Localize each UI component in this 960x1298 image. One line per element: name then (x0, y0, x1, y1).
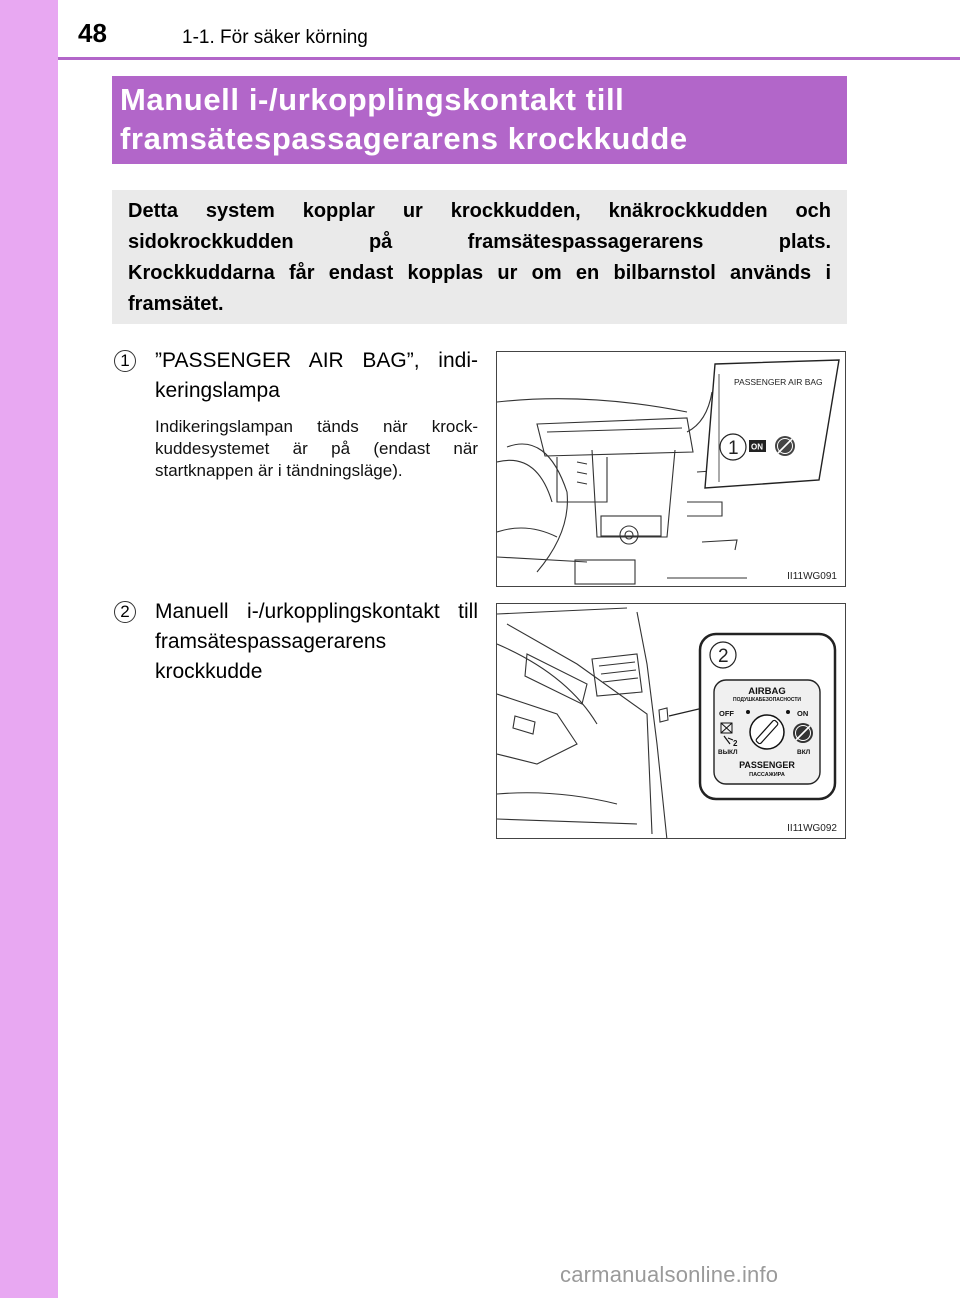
intro-paragraph-2: Krockkuddarna får endast kopplas ur om en bilbarnstol används i framsätet. (128, 262, 831, 315)
section-title-line-2: framsätespassagerarens krockkudde (120, 121, 688, 156)
switch-label-on: ON (797, 709, 809, 718)
figure-1-code: II11WG091 (787, 571, 837, 582)
svg-text:2: 2 (733, 739, 738, 748)
dashboard-illustration (497, 352, 846, 587)
item-1-description: Indikeringslampan tänds när krock-kuddesystemet är på (endast när startknappen är i tändningsläge). (155, 417, 478, 480)
glovebox-illustration (497, 604, 846, 839)
chapter-side-tab (0, 0, 58, 1298)
item-1-number: 1 (114, 350, 136, 372)
switch-label-off: OFF (719, 709, 734, 718)
figure-airbag-switch (496, 603, 846, 839)
switch-label-passenger: PASSENGER (739, 760, 795, 770)
switch-label-airbag-ru: ПОДУШКАБЕЗОПАСНОСТИ (732, 697, 802, 703)
on-indicator-label: ON (751, 442, 763, 452)
watermark: carmanualsonline.info (560, 1262, 779, 1287)
figure-2-code: II11WG092 (787, 823, 837, 834)
figure-2-callout: 2 (718, 646, 729, 667)
switch-label-on-ru: ВКЛ (797, 749, 811, 756)
item-1 (114, 346, 478, 482)
item-2-number: 2 (114, 601, 136, 623)
item-2-title: Manuell i-/urkopplingskontakt till framsätespassagerarens krockkudde (155, 600, 478, 683)
key-switch[interactable] (750, 715, 784, 749)
item-2 (114, 597, 478, 687)
figure-1-callout: 1 (728, 438, 739, 459)
header-rule (58, 57, 960, 60)
switch-label-airbag: AIRBAG (748, 686, 786, 697)
running-header: 1-1. För säker körning (182, 27, 368, 48)
passenger-on-icon (793, 723, 813, 743)
section-title-line-1: Manuell i-/urkopplingskontakt till (120, 82, 625, 117)
panel-label: PASSENGER AIR BAG (734, 377, 823, 387)
section-title (112, 76, 847, 164)
switch-label-off-ru: ВЫКЛ (718, 749, 738, 756)
intro-paragraph-1: Detta system kopplar ur krockkudden, knäkrockkudden och sidokrockkudden på framsätespassagerarens plats. (128, 200, 831, 253)
airbag-off-indicator-icon (775, 436, 795, 456)
page-number: 48 (78, 18, 107, 48)
item-1-title: ”PASSENGER AIR BAG”, indi-keringslampa (155, 349, 478, 402)
switch-label-passenger-ru: ПАССАЖИРА (749, 772, 785, 778)
figure-dashboard-indicator (496, 351, 846, 587)
intro-box (112, 190, 847, 324)
